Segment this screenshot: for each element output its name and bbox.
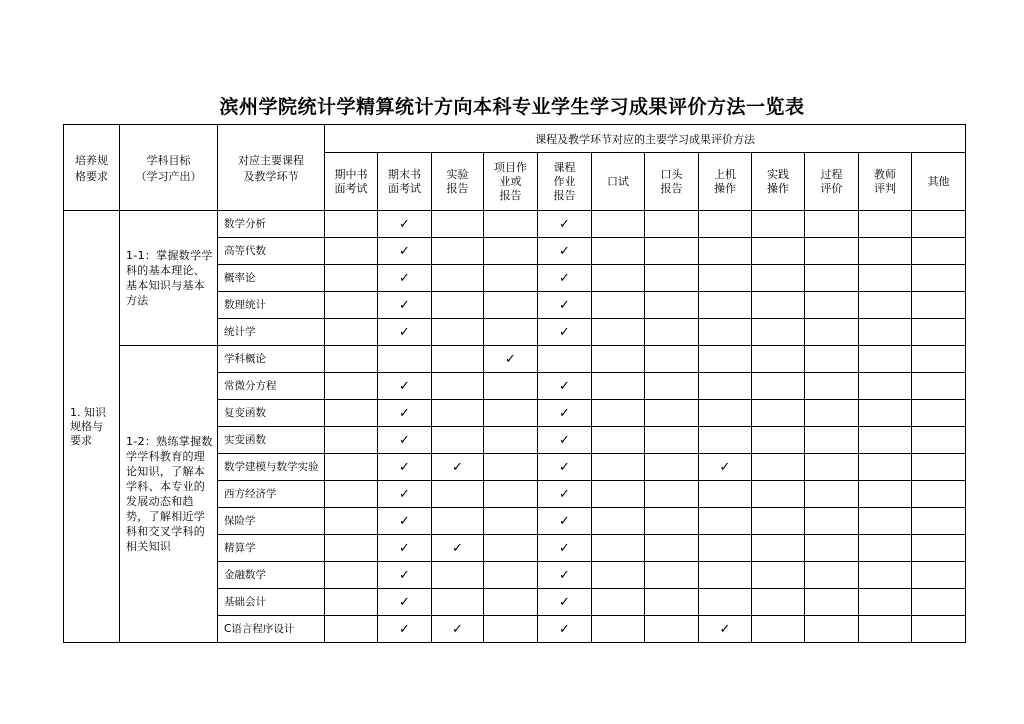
check-mark-cell: [699, 265, 752, 292]
check-mark-cell: ✓: [538, 238, 592, 265]
check-mark-cell: [699, 292, 752, 319]
check-mark-cell: ✓: [538, 427, 592, 454]
check-mark-cell: [432, 562, 484, 589]
check-mark-cell: [912, 508, 966, 535]
check-mark-cell: [859, 427, 912, 454]
header-method: 过程 评价: [805, 153, 859, 211]
course-cell: 高等代数: [218, 238, 325, 265]
check-mark-cell: [432, 373, 484, 400]
header-requirement: 培养规 格要求: [64, 125, 120, 211]
check-mark-cell: ✓: [378, 589, 432, 616]
course-cell: 复变函数: [218, 400, 325, 427]
requirement-cell: 1. 知识 规格与 要求: [64, 211, 120, 643]
check-mark-cell: [432, 589, 484, 616]
check-mark-cell: [699, 238, 752, 265]
check-mark-cell: [859, 211, 912, 238]
header-method: 上机 操作: [699, 153, 752, 211]
check-mark-cell: [592, 454, 645, 481]
check-mark-cell: [912, 616, 966, 643]
check-mark-cell: ✓: [484, 346, 538, 373]
course-cell: 概率论: [218, 265, 325, 292]
header-method: 口头 报告: [645, 153, 699, 211]
check-mark-cell: ✓: [378, 319, 432, 346]
check-mark-cell: [484, 400, 538, 427]
check-mark-cell: [805, 454, 859, 481]
check-mark-cell: [859, 292, 912, 319]
course-cell: 实变函数: [218, 427, 325, 454]
check-mark-cell: [645, 508, 699, 535]
check-mark-cell: [325, 562, 378, 589]
check-mark-cell: [592, 211, 645, 238]
check-mark-cell: ✓: [699, 454, 752, 481]
check-mark-cell: ✓: [378, 292, 432, 319]
check-mark-cell: [592, 346, 645, 373]
check-mark-cell: [432, 427, 484, 454]
check-mark-cell: [752, 211, 805, 238]
check-mark-cell: [805, 373, 859, 400]
check-mark-cell: [325, 265, 378, 292]
check-mark-cell: [805, 238, 859, 265]
check-mark-cell: [484, 616, 538, 643]
check-mark-cell: [484, 292, 538, 319]
header-method: 口试: [592, 153, 645, 211]
check-mark-cell: [484, 238, 538, 265]
check-mark-cell: ✓: [538, 508, 592, 535]
check-mark-cell: [805, 535, 859, 562]
check-mark-cell: [325, 535, 378, 562]
header-goal: 学科目标 （学习产出）: [120, 125, 218, 211]
check-mark-cell: [752, 535, 805, 562]
check-mark-cell: [699, 400, 752, 427]
check-mark-cell: [859, 238, 912, 265]
check-mark-cell: [592, 373, 645, 400]
check-mark-cell: [752, 589, 805, 616]
check-mark-cell: [912, 481, 966, 508]
check-mark-cell: [645, 211, 699, 238]
check-mark-cell: [912, 454, 966, 481]
check-mark-cell: [699, 319, 752, 346]
check-mark-cell: [592, 481, 645, 508]
check-mark-cell: [805, 292, 859, 319]
check-mark-cell: [805, 508, 859, 535]
check-mark-cell: [484, 508, 538, 535]
check-mark-cell: [432, 508, 484, 535]
check-mark-cell: [645, 427, 699, 454]
check-mark-cell: [432, 481, 484, 508]
check-mark-cell: [325, 319, 378, 346]
header-method: 其他: [912, 153, 966, 211]
check-mark-cell: ✓: [538, 292, 592, 319]
check-mark-cell: [325, 400, 378, 427]
header-method: 实践 操作: [752, 153, 805, 211]
check-mark-cell: [325, 373, 378, 400]
check-mark-cell: [484, 319, 538, 346]
check-mark-cell: [752, 400, 805, 427]
check-mark-cell: [432, 319, 484, 346]
check-mark-cell: [752, 319, 805, 346]
check-mark-cell: [859, 265, 912, 292]
check-mark-cell: ✓: [538, 319, 592, 346]
check-mark-cell: [432, 265, 484, 292]
evaluation-table: [63, 124, 966, 643]
check-mark-cell: ✓: [538, 400, 592, 427]
check-mark-cell: [645, 535, 699, 562]
check-mark-cell: [699, 589, 752, 616]
check-mark-cell: [592, 319, 645, 346]
course-cell: 金融数学: [218, 562, 325, 589]
check-mark-cell: [699, 535, 752, 562]
header-method: 期中书 面考试: [325, 153, 378, 211]
header-course: 对应主要课程 及教学环节: [218, 125, 325, 211]
check-mark-cell: [859, 481, 912, 508]
check-mark-cell: ✓: [432, 535, 484, 562]
check-mark-cell: ✓: [538, 211, 592, 238]
check-mark-cell: ✓: [538, 616, 592, 643]
course-cell: 数学建模与数学实验: [218, 454, 325, 481]
header-method: 期末书 面考试: [378, 153, 432, 211]
check-mark-cell: [752, 616, 805, 643]
check-mark-cell: [645, 400, 699, 427]
check-mark-cell: ✓: [378, 535, 432, 562]
check-mark-cell: [432, 346, 484, 373]
check-mark-cell: [592, 238, 645, 265]
check-mark-cell: ✓: [378, 508, 432, 535]
check-mark-cell: [805, 562, 859, 589]
check-mark-cell: [752, 562, 805, 589]
check-mark-cell: [325, 427, 378, 454]
check-mark-cell: [645, 265, 699, 292]
check-mark-cell: [912, 535, 966, 562]
course-cell: 基础会计: [218, 589, 325, 616]
check-mark-cell: [699, 211, 752, 238]
check-mark-cell: ✓: [378, 373, 432, 400]
check-mark-cell: [592, 616, 645, 643]
check-mark-cell: [645, 292, 699, 319]
check-mark-cell: [432, 211, 484, 238]
check-mark-cell: [699, 346, 752, 373]
goal-cell: 1-1：掌握数学学科的基本理论、基本知识与基本方法: [120, 211, 218, 346]
header-method: 实验 报告: [432, 153, 484, 211]
check-mark-cell: ✓: [378, 427, 432, 454]
check-mark-cell: [752, 427, 805, 454]
check-mark-cell: ✓: [538, 562, 592, 589]
check-mark-cell: [484, 535, 538, 562]
check-mark-cell: [432, 238, 484, 265]
check-mark-cell: [325, 589, 378, 616]
check-mark-cell: [699, 481, 752, 508]
check-mark-cell: [645, 616, 699, 643]
check-mark-cell: [859, 535, 912, 562]
check-mark-cell: [325, 211, 378, 238]
check-mark-cell: ✓: [699, 616, 752, 643]
check-mark-cell: [912, 292, 966, 319]
check-mark-cell: ✓: [378, 562, 432, 589]
check-mark-cell: ✓: [538, 373, 592, 400]
check-mark-cell: [592, 535, 645, 562]
check-mark-cell: [912, 562, 966, 589]
course-cell: C语言程序设计: [218, 616, 325, 643]
check-mark-cell: [538, 346, 592, 373]
check-mark-cell: [592, 562, 645, 589]
check-mark-cell: [912, 373, 966, 400]
check-mark-cell: ✓: [378, 265, 432, 292]
check-mark-cell: [484, 454, 538, 481]
check-mark-cell: [752, 238, 805, 265]
check-mark-cell: [699, 562, 752, 589]
check-mark-cell: [645, 238, 699, 265]
check-mark-cell: [592, 292, 645, 319]
check-mark-cell: ✓: [432, 454, 484, 481]
course-cell: 数学分析: [218, 211, 325, 238]
check-mark-cell: [752, 292, 805, 319]
check-mark-cell: ✓: [378, 616, 432, 643]
page-title: 滨州学院统计学精算统计方向本科专业学生学习成果评价方法一览表: [219, 96, 805, 118]
header-method: 课程 作业 报告: [538, 153, 592, 211]
course-cell: 统计学: [218, 319, 325, 346]
check-mark-cell: [912, 400, 966, 427]
check-mark-cell: [859, 373, 912, 400]
check-mark-cell: [859, 616, 912, 643]
check-mark-cell: [859, 319, 912, 346]
check-mark-cell: [325, 454, 378, 481]
header-method: 项目作 业或 报告: [484, 153, 538, 211]
check-mark-cell: [699, 373, 752, 400]
check-mark-cell: [805, 481, 859, 508]
course-cell: 保险学: [218, 508, 325, 535]
check-mark-cell: [325, 292, 378, 319]
table-row: [64, 211, 966, 238]
check-mark-cell: [752, 265, 805, 292]
check-mark-cell: ✓: [538, 454, 592, 481]
table-row: [64, 346, 966, 373]
check-mark-cell: [325, 508, 378, 535]
check-mark-cell: [325, 346, 378, 373]
check-mark-cell: [752, 481, 805, 508]
check-mark-cell: [645, 454, 699, 481]
check-mark-cell: [484, 481, 538, 508]
check-mark-cell: [645, 373, 699, 400]
check-mark-cell: [645, 562, 699, 589]
check-mark-cell: [859, 589, 912, 616]
check-mark-cell: [432, 292, 484, 319]
check-mark-cell: [699, 427, 752, 454]
check-mark-cell: [484, 265, 538, 292]
check-mark-cell: [645, 589, 699, 616]
check-mark-cell: [484, 589, 538, 616]
check-mark-cell: ✓: [538, 535, 592, 562]
check-mark-cell: [592, 589, 645, 616]
check-mark-cell: [699, 508, 752, 535]
check-mark-cell: [378, 346, 432, 373]
check-mark-cell: ✓: [378, 481, 432, 508]
check-mark-cell: [592, 427, 645, 454]
header-method: 教师 评判: [859, 153, 912, 211]
check-mark-cell: ✓: [538, 265, 592, 292]
check-mark-cell: [859, 400, 912, 427]
check-mark-cell: [752, 373, 805, 400]
check-mark-cell: [912, 265, 966, 292]
check-mark-cell: [752, 454, 805, 481]
check-mark-cell: [325, 616, 378, 643]
check-mark-cell: [484, 562, 538, 589]
check-mark-cell: [805, 589, 859, 616]
check-mark-cell: [859, 346, 912, 373]
check-mark-cell: ✓: [432, 616, 484, 643]
goal-cell: 1-2：熟练掌握数学学科教育的理论知识，了解本学科、本专业的发展动态和趋势，了解相近学科和交叉学科的相关知识: [120, 346, 218, 643]
check-mark-cell: ✓: [378, 454, 432, 481]
check-mark-cell: [592, 508, 645, 535]
check-mark-cell: [912, 589, 966, 616]
course-cell: 数理统计: [218, 292, 325, 319]
check-mark-cell: [859, 508, 912, 535]
check-mark-cell: ✓: [538, 481, 592, 508]
check-mark-cell: [805, 346, 859, 373]
check-mark-cell: [859, 562, 912, 589]
check-mark-cell: [912, 238, 966, 265]
header-methods-group: 课程及教学环节对应的主要学习成果评价方法: [325, 125, 966, 153]
check-mark-cell: [592, 400, 645, 427]
check-mark-cell: [805, 265, 859, 292]
check-mark-cell: [912, 211, 966, 238]
check-mark-cell: [484, 427, 538, 454]
check-mark-cell: [859, 454, 912, 481]
check-mark-cell: [325, 238, 378, 265]
course-cell: 西方经济学: [218, 481, 325, 508]
check-mark-cell: ✓: [538, 589, 592, 616]
check-mark-cell: ✓: [378, 238, 432, 265]
check-mark-cell: [645, 346, 699, 373]
check-mark-cell: [325, 481, 378, 508]
check-mark-cell: [912, 427, 966, 454]
check-mark-cell: [805, 319, 859, 346]
check-mark-cell: [592, 265, 645, 292]
check-mark-cell: ✓: [378, 211, 432, 238]
check-mark-cell: [805, 400, 859, 427]
course-cell: 常微分方程: [218, 373, 325, 400]
course-cell: 学科概论: [218, 346, 325, 373]
check-mark-cell: [645, 319, 699, 346]
check-mark-cell: [484, 211, 538, 238]
check-mark-cell: [805, 427, 859, 454]
check-mark-cell: [645, 481, 699, 508]
course-cell: 精算学: [218, 535, 325, 562]
check-mark-cell: [805, 211, 859, 238]
check-mark-cell: ✓: [378, 400, 432, 427]
check-mark-cell: [912, 319, 966, 346]
check-mark-cell: [484, 373, 538, 400]
check-mark-cell: [752, 508, 805, 535]
check-mark-cell: [912, 346, 966, 373]
check-mark-cell: [805, 616, 859, 643]
check-mark-cell: [432, 400, 484, 427]
check-mark-cell: [752, 346, 805, 373]
